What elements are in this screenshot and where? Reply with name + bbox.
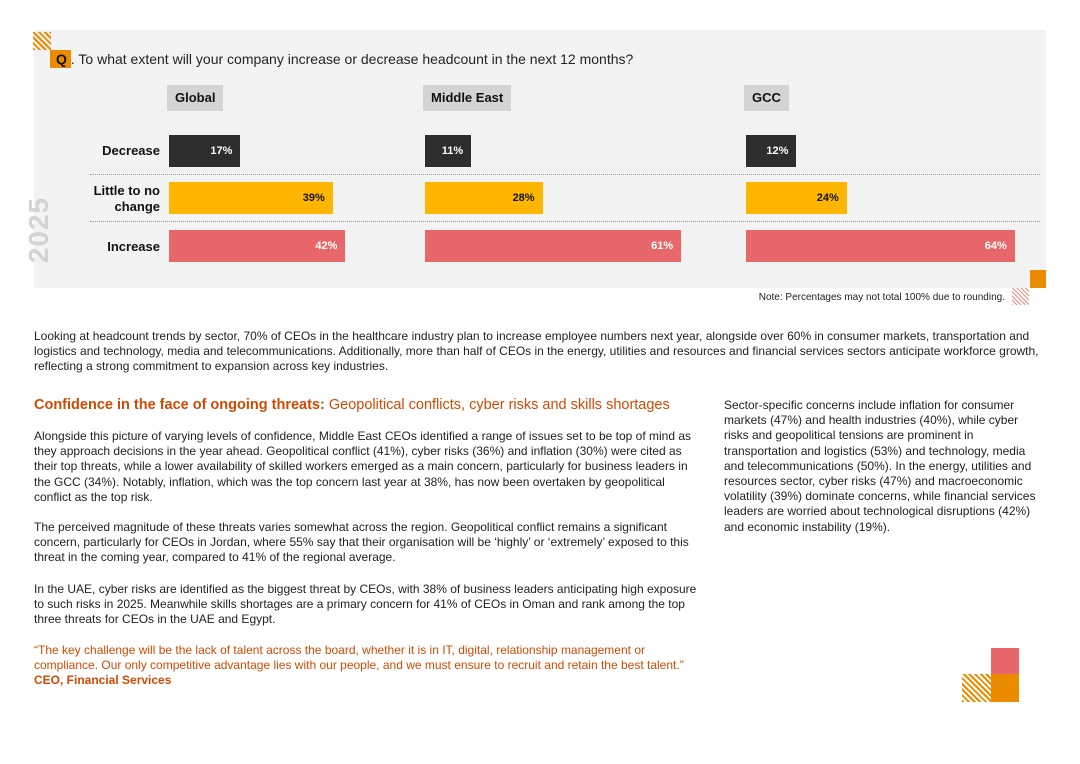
- bar-global-increase: 42%: [169, 230, 345, 262]
- quote-text: “The key challenge will be the lack of talent across the board, whether it is in IT, digital, relationship management or compliance. Our only competitive advantage lies with our people, and we must ensure to recruit and retain the best talent.”: [34, 643, 684, 673]
- bar-global-little-to-no-change: 39%: [169, 182, 333, 214]
- question-text: [50, 50, 633, 68]
- bar-middle-east-decrease: 11%: [425, 135, 471, 167]
- question-badge: Q: [50, 50, 71, 68]
- year-label: 2025: [23, 196, 54, 264]
- red-block-decoration: [991, 648, 1019, 674]
- bar-gcc-increase: 64%: [746, 230, 1015, 262]
- divider-line: [90, 174, 1040, 175]
- orange-block-decoration: [991, 674, 1019, 702]
- bar-middle-east-little-to-no-change: 28%: [425, 182, 543, 214]
- category-label-little-line2: change: [114, 199, 160, 214]
- bar-gcc-little-to-no-change: 24%: [746, 182, 847, 214]
- bar-global-decrease: 17%: [169, 135, 240, 167]
- region-label-gcc: GCC: [744, 85, 789, 111]
- region-label-middle-east: Middle East: [423, 85, 511, 111]
- category-label-little-line1: Little to no: [93, 183, 160, 198]
- body-paragraph: The perceived magnitude of these threats varies somewhat across the region. Geopolitical conflict remains a significant concern, particularly for CEOs in Jordan, where 55% say that their organisation will be ‘highly’ or ‘extremely’ exposed to this threat in the coming year, compared to 41% of the regional average.: [34, 520, 689, 565]
- body-paragraph: Alongside this picture of varying levels of confidence, Middle East CEOs identified a range of issues set to be top of mind as they approach decisions in the year ahead. Geopolitical conflict (41%), cyber risks (36%) and inflation (30%) were cited as their top threats, while a lower availability of skilled workers emerged as a main concern, particularly for business leaders in the GCC (34%). Notably, inflation, which was the top concern last year at 38%, has now been overtaken by geopolitical conflict as the top risk.: [34, 429, 692, 504]
- bar-gcc-decrease: 12%: [746, 135, 796, 167]
- hatch-decoration: [1012, 288, 1029, 305]
- chart-note: Note: Percentages may not total 100% due to rounding.: [758, 292, 1005, 303]
- hatch-decoration: [33, 32, 51, 50]
- region-label-global: Global: [167, 85, 223, 111]
- sidebar-paragraph: Sector-specific concerns include inflation for consumer markets (47%) and health industries (40%), while cyber risks and geopolitical tensions are prominent in transportation and logistics (53%) and technology, media and telecommunications (50%). In the energy, utilities and resources sector, cyber risks (47%) and macroeconomic volatility (39%) dominate concerns, while financial services leaders are worried about technological disruptions (42%) and economic instability (19%).: [724, 398, 1036, 534]
- divider-line: [90, 221, 1040, 222]
- category-label-decrease: Decrease: [102, 143, 160, 158]
- bar-middle-east-increase: 61%: [425, 230, 681, 262]
- heading-rest: Geopolitical conflicts, cyber risks and skills shortages: [324, 397, 670, 413]
- quote-attribution: CEO, Financial Services: [34, 673, 172, 688]
- quote-paragraph: [34, 643, 699, 689]
- intro-paragraph: Looking at headcount trends by sector, 70% of CEOs in the healthcare industry plan to increase employee numbers next year, alongside over 60% in consumer markets, transportation and logistics and technology, media and telecommunications. Additionally, more than half of CEOs in the energy, utilities and resources and financial services sectors anticipate workforce growth, reflecting a strong commitment to expansion across key industries.: [34, 329, 1039, 374]
- orange-square-decoration: [1030, 270, 1046, 288]
- body-paragraph: In the UAE, cyber risks are identified as the biggest threat by CEOs, with 38% of business leaders anticipating high exposure to such risks in 2025. Meanwhile skills shortages are a primary concern for 41% of CEOs in Oman and rank among the top three threats for CEOs in the UAE and Egypt.: [34, 582, 697, 627]
- category-label-increase: Increase: [107, 239, 160, 254]
- hatch-decoration: [962, 674, 991, 702]
- heading-strong: Confidence in the face of ongoing threats:: [34, 397, 325, 413]
- section-heading: [34, 397, 670, 413]
- question-label: . To what extent will your company increase or decrease headcount in the next 12 months?: [70, 51, 634, 67]
